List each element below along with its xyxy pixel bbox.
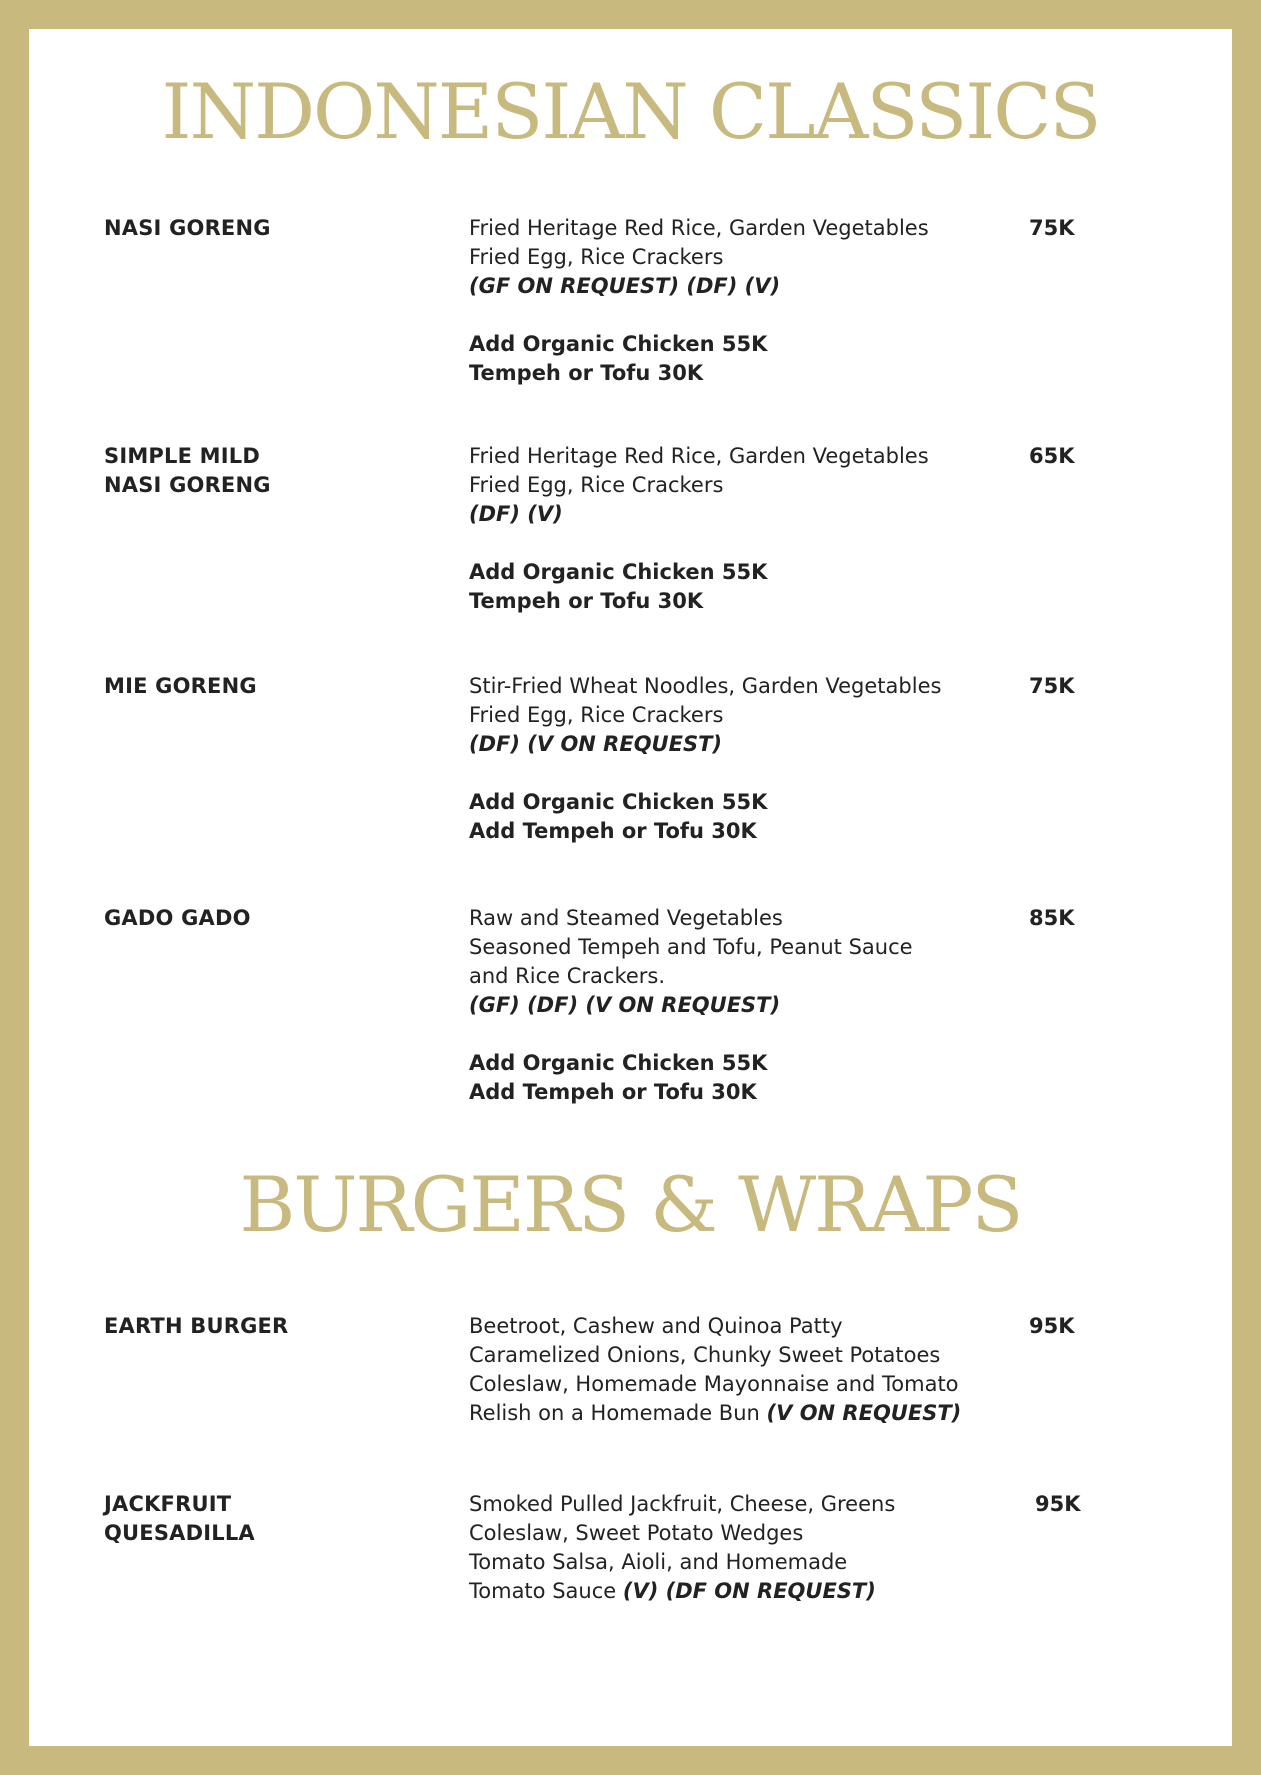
item-price: 85K bbox=[1029, 906, 1075, 930]
item-name: SIMPLE MILD NASI GORENG bbox=[104, 444, 271, 497]
dietary-tags: (V) (DF ON REQUEST) bbox=[622, 1579, 876, 1603]
item-name: NASI GORENG bbox=[104, 216, 271, 240]
item-description: Fried Heritage Red Rice, Garden Vegetables Fried Egg, Rice Crackers (DF) (V) Add Organic Chicken 55K Tempeh or Tofu 30K bbox=[469, 442, 989, 616]
section-title-burgers-wraps: BURGERS & WRAPS bbox=[239, 1160, 1022, 1249]
dietary-tags: (DF) (V) bbox=[469, 502, 563, 526]
menu-page bbox=[29, 29, 1232, 1746]
item-description: Fried Heritage Red Rice, Garden Vegetables Fried Egg, Rice Crackers (GF ON REQUEST) (DF) (V) Add Organic Chicken 55K Tempeh or Tofu 30K bbox=[469, 214, 989, 388]
item-name: EARTH BURGER bbox=[104, 1314, 289, 1338]
item-addons: Add Organic Chicken 55K Tempeh or Tofu 30K bbox=[469, 332, 768, 385]
section-title-indonesian-classics: INDONESIAN CLASSICS bbox=[161, 67, 1100, 156]
item-name: MIE GORENG bbox=[104, 674, 257, 698]
item-price: 95K bbox=[1029, 1314, 1075, 1338]
item-price: 65K bbox=[1029, 444, 1075, 468]
item-description: Stir-Fried Wheat Noodles, Garden Vegetables Fried Egg, Rice Crackers (DF) (V ON REQUEST) Add Organic Chicken 55K Add Tempeh or Tofu 30K bbox=[469, 672, 989, 846]
item-addons: Add Organic Chicken 55K Add Tempeh or Tofu 30K bbox=[469, 790, 768, 843]
item-name: GADO GADO bbox=[104, 906, 251, 930]
item-name: JACKFRUIT QUESADILLA bbox=[104, 1492, 255, 1545]
item-description: Beetroot, Cashew and Quinoa Patty Caramelized Onions, Chunky Sweet Potatoes Coleslaw, Homemade Mayonnaise and Tomato Relish on a Homemade Bun (V ON REQUEST) bbox=[469, 1314, 962, 1425]
dietary-tags: (GF) (DF) (V ON REQUEST) bbox=[469, 993, 781, 1017]
item-addons: Add Organic Chicken 55K Add Tempeh or Tofu 30K bbox=[469, 1051, 768, 1104]
item-price: 75K bbox=[1029, 674, 1075, 698]
dietary-tags: (GF ON REQUEST) (DF) (V) bbox=[469, 274, 781, 298]
item-addons: Add Organic Chicken 55K Tempeh or Tofu 30K bbox=[469, 560, 768, 613]
item-price: 95K bbox=[1035, 1492, 1081, 1516]
dietary-tags: (V ON REQUEST) bbox=[766, 1401, 962, 1425]
item-description: Raw and Steamed Vegetables Seasoned Tempeh and Tofu, Peanut Sauce and Rice Crackers. (GF) (DF) (V ON REQUEST) Add Organic Chicken 55K Add Tempeh or Tofu 30K bbox=[469, 904, 989, 1107]
item-description: Smoked Pulled Jackfruit, Cheese, Greens Coleslaw, Sweet Potato Wedges Tomato Salsa, Aioli, and Homemade Tomato Sauce (V) (DF ON REQUEST) bbox=[469, 1492, 896, 1603]
item-price: 75K bbox=[1029, 216, 1075, 240]
dietary-tags: (DF) (V ON REQUEST) bbox=[469, 732, 722, 756]
